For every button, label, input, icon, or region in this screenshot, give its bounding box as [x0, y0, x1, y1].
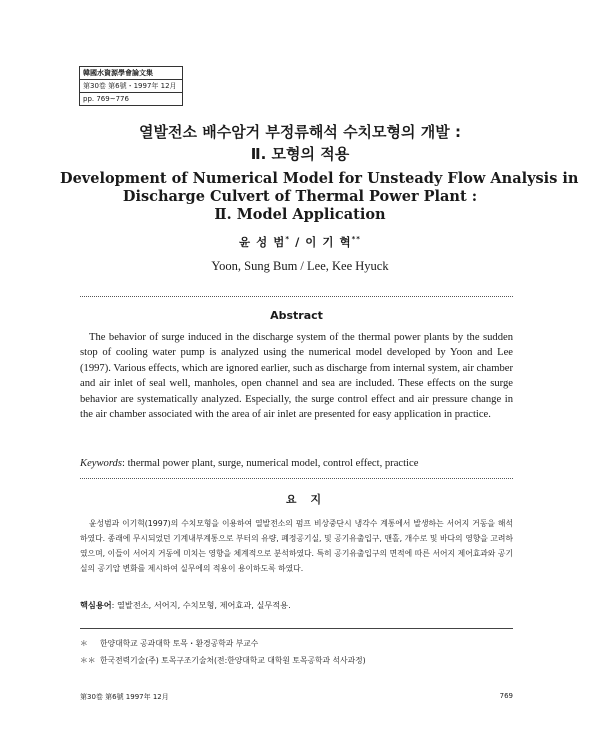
authors-ko: [60, 234, 540, 250]
footnote-2-text: 한국전력기술(주) 토목구조기술처(전:한양대학교 대학원 토목공학과 석사과정): [100, 656, 366, 665]
title-ko-line1: 열발전소 배수암거 부정류해석 수치모형의 개발 :: [139, 123, 461, 141]
keywords-ko-label: 핵심용어: [80, 600, 112, 610]
keywords: [80, 458, 513, 469]
summary-ko-text: 윤성범과 이기혁(1997)의 수치모형을 이용하여 열발전소의 펌프 비상중단시 냉각수 계통에서 발생하는 서어지 거동을 해석하였다. 종래에 무시되었던 기계내부계통으로 부터의 유량, 폐정공기실, 및 공기유출입구, 맨홀, 개수로 및 바다의 영향을 고려하였으며, 이들이 서어지 거동에 미치는 영향을 체계적으로 분석하였다. 특히 공기유출입구의 면적에 따른 서어지 제어효과와 공기실의 공기압 변화를 제시하여 실무에의 적용이 용이하도록 하였다.: [80, 519, 514, 573]
footnote-divider: [80, 628, 513, 629]
abstract-title: Abstract: [270, 309, 323, 322]
keywords-text: : thermal power plant, surge, numerical model, control effect, practice: [121, 458, 419, 469]
journal-pages: pp. 769~776: [83, 95, 129, 103]
keywords-ko-text: : 열발전소, 서어지, 수치모형, 제어효과, 실무적용.: [111, 600, 291, 610]
journal-info-box: [79, 66, 183, 106]
footnote-1-mark: ＊: [80, 639, 88, 648]
journal-name: 韓國水資源學會論文集: [80, 67, 182, 80]
author2-ko: 이 기 혁: [305, 235, 352, 249]
page-number: 769: [499, 692, 513, 700]
keywords-ko: [80, 600, 513, 611]
summary-ko-title: 요지: [285, 493, 336, 506]
author-separator: /: [290, 235, 306, 249]
journal-volume: 第30卷 第6號・1997年 12月: [80, 80, 182, 93]
author1-ko: 윤 성 범: [239, 235, 286, 249]
title-en-line2: Discharge Culvert of Thermal Power Plant :: [122, 188, 478, 205]
footer-journal: 第30卷 第6號 1997年 12月: [80, 693, 169, 701]
footnote-1: [80, 638, 258, 649]
title-en-line3: Ⅱ. Model Application: [214, 206, 386, 223]
authors-en: Yoon, Sung Bum / Lee, Kee Hyuck: [211, 259, 389, 273]
abstract-text: The behavior of surge induced in the discharge system of the thermal power plants by the sudden stop of cooling water pump is analyzed using the numerical model developed by Yoon and Lee (1997). Various effects, which are ignored earlier, such as discharge from internal system, air chamber and air inlet of seal well, manholes, open channel and sea are included. These effects on the surge behavior are systematically analyzed. Especially, the surge control effect and air pressure change in the air chamber associated with the area of air inlet are presented for easy application in practice.: [80, 332, 513, 421]
author2-mark: **: [351, 235, 361, 244]
title-ko-line2: Ⅱ. 모형의 적용: [250, 145, 350, 163]
divider-middle: [80, 478, 513, 479]
footnote-2-mark: ＊＊: [80, 656, 96, 665]
footnote-2: [80, 655, 366, 666]
divider-top: [80, 296, 513, 297]
keywords-label: Keywords: [80, 458, 122, 469]
footnote-1-text: 한양대학교 공과대학 토목・환경공학과 부교수: [100, 639, 259, 648]
title-en-line1: Development of Numerical Model for Unsteady Flow Analysis in: [60, 170, 579, 187]
author1-mark: *: [285, 235, 291, 244]
